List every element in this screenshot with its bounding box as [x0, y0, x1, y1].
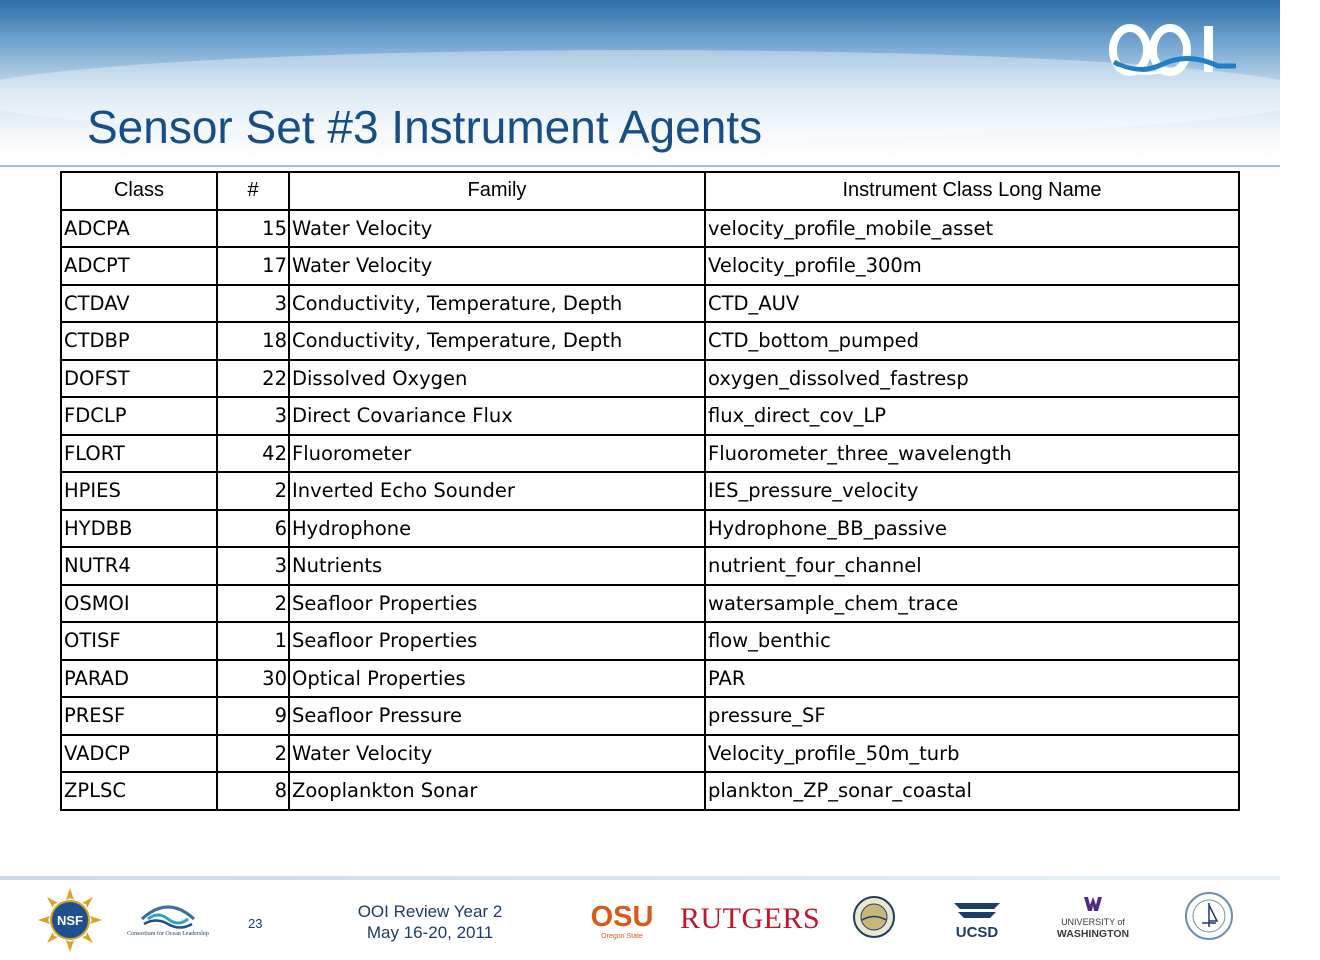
footer-divider [0, 876, 1280, 880]
cell-family: Direct Covariance Flux [289, 397, 705, 435]
cell-family: Seafloor Properties [289, 585, 705, 623]
cell-long-name: CTD_AUV [705, 285, 1239, 323]
cell-long-name: flux_direct_cov_LP [705, 397, 1239, 435]
cell-class: VADCP [61, 735, 217, 773]
osu-sub-text: Oregon State [601, 933, 643, 940]
table-row [61, 472, 1239, 510]
cell-num: 1 [217, 622, 289, 660]
cell-class: ADCPT [61, 247, 217, 285]
ucsd-logo [946, 893, 1008, 943]
table-row [61, 322, 1239, 360]
cell-long-name: Velocity_profile_50m_turb [705, 735, 1239, 773]
cell-class: FDCLP [61, 397, 217, 435]
table-row [61, 772, 1239, 810]
cell-class: OSMOI [61, 585, 217, 623]
ocean-leadership-logo [127, 893, 209, 943]
osu-logo-text: OSU [590, 901, 654, 933]
header-divider [0, 165, 1280, 167]
institution-seal-icon [1184, 891, 1234, 941]
cell-class: PRESF [61, 697, 217, 735]
cell-long-name: CTD_bottom_pumped [705, 322, 1239, 360]
cell-num: 8 [217, 772, 289, 810]
cell-num: 42 [217, 435, 289, 473]
cell-class: HYDBB [61, 510, 217, 548]
cell-long-name: oxygen_dissolved_fastresp [705, 360, 1239, 398]
table-row [61, 735, 1239, 773]
ocean-leadership-text: Consortium for Ocean Leadership [127, 931, 209, 937]
cell-class: CTDBP [61, 322, 217, 360]
table-row [61, 210, 1239, 248]
cell-family: Fluorometer [289, 435, 705, 473]
cell-num: 30 [217, 660, 289, 698]
cell-family: Inverted Echo Sounder [289, 472, 705, 510]
cell-family: Zooplankton Sonar [289, 772, 705, 810]
cell-long-name: Fluorometer_three_wavelength [705, 435, 1239, 473]
cell-long-name: watersample_chem_trace [705, 585, 1239, 623]
cell-long-name: velocity_profile_mobile_asset [705, 210, 1239, 248]
cell-long-name: Velocity_profile_300m [705, 247, 1239, 285]
ucsd-logo-text: UCSD [955, 924, 999, 941]
cell-long-name: IES_pressure_velocity [705, 472, 1239, 510]
cell-num: 2 [217, 735, 289, 773]
table-row [61, 397, 1239, 435]
review-dates: May 16-20, 2011 [366, 923, 494, 942]
cell-long-name: PAR [705, 660, 1239, 698]
table-row [61, 285, 1239, 323]
osu-logo [590, 894, 654, 944]
header-long-name: Instrument Class Long Name [705, 172, 1239, 210]
table-row [61, 247, 1239, 285]
cell-family: Nutrients [289, 547, 705, 585]
cell-family: Seafloor Properties [289, 622, 705, 660]
header-class: Class [61, 172, 217, 210]
uw-logo [1046, 893, 1140, 943]
cell-num: 3 [217, 397, 289, 435]
cell-family: Conductivity, Temperature, Depth [289, 285, 705, 323]
page-number: 23 [248, 916, 263, 931]
header-family: Family [289, 172, 705, 210]
cell-family: Dissolved Oxygen [289, 360, 705, 398]
table-row [61, 360, 1239, 398]
table-row [61, 435, 1239, 473]
cell-long-name: pressure_SF [705, 697, 1239, 735]
cell-family: Water Velocity [289, 210, 705, 248]
cell-family: Water Velocity [289, 735, 705, 773]
cell-family: Optical Properties [289, 660, 705, 698]
cell-class: PARAD [61, 660, 217, 698]
cell-num: 2 [217, 472, 289, 510]
cell-family: Water Velocity [289, 247, 705, 285]
review-info [330, 901, 530, 943]
review-title: OOI Review Year 2 [357, 902, 503, 921]
cell-class: HPIES [61, 472, 217, 510]
cell-num: 6 [217, 510, 289, 548]
slide-title: Sensor Set #3 Instrument Agents [87, 101, 763, 153]
cell-class: FLORT [61, 435, 217, 473]
table-row [61, 660, 1239, 698]
cell-class: ZPLSC [61, 772, 217, 810]
cell-long-name: plankton_ZP_sonar_coastal [705, 772, 1239, 810]
nsf-logo [38, 888, 102, 952]
cell-long-name: nutrient_four_channel [705, 547, 1239, 585]
table-header-row [61, 172, 1239, 210]
uw-logo-line2: WASHINGTON [1056, 928, 1130, 940]
cell-long-name: flow_benthic [705, 622, 1239, 660]
ooi-logo [1108, 20, 1243, 82]
table-row [61, 510, 1239, 548]
cell-long-name: Hydrophone_BB_passive [705, 510, 1239, 548]
cell-family: Hydrophone [289, 510, 705, 548]
table-row [61, 622, 1239, 660]
rutgers-logo: RUTGERS [680, 902, 821, 935]
cell-class: NUTR4 [61, 547, 217, 585]
cell-class: OTISF [61, 622, 217, 660]
nsf-logo-text: NSF [57, 913, 83, 928]
cell-family: Conductivity, Temperature, Depth [289, 322, 705, 360]
cell-num: 3 [217, 547, 289, 585]
table-row [61, 585, 1239, 623]
uw-logo-line1: UNIVERSITY of [1061, 917, 1125, 927]
cell-num: 17 [217, 247, 289, 285]
cell-num: 15 [217, 210, 289, 248]
cell-class: CTDAV [61, 285, 217, 323]
cell-family: Seafloor Pressure [289, 697, 705, 735]
university-seal-icon [852, 895, 896, 939]
cell-num: 22 [217, 360, 289, 398]
cell-class: DOFST [61, 360, 217, 398]
cell-class: ADCPA [61, 210, 217, 248]
table-row [61, 697, 1239, 735]
header-num: # [217, 172, 289, 210]
table-row [61, 547, 1239, 585]
cell-num: 9 [217, 697, 289, 735]
instrument-table [60, 171, 1240, 811]
cell-num: 2 [217, 585, 289, 623]
cell-num: 3 [217, 285, 289, 323]
cell-num: 18 [217, 322, 289, 360]
